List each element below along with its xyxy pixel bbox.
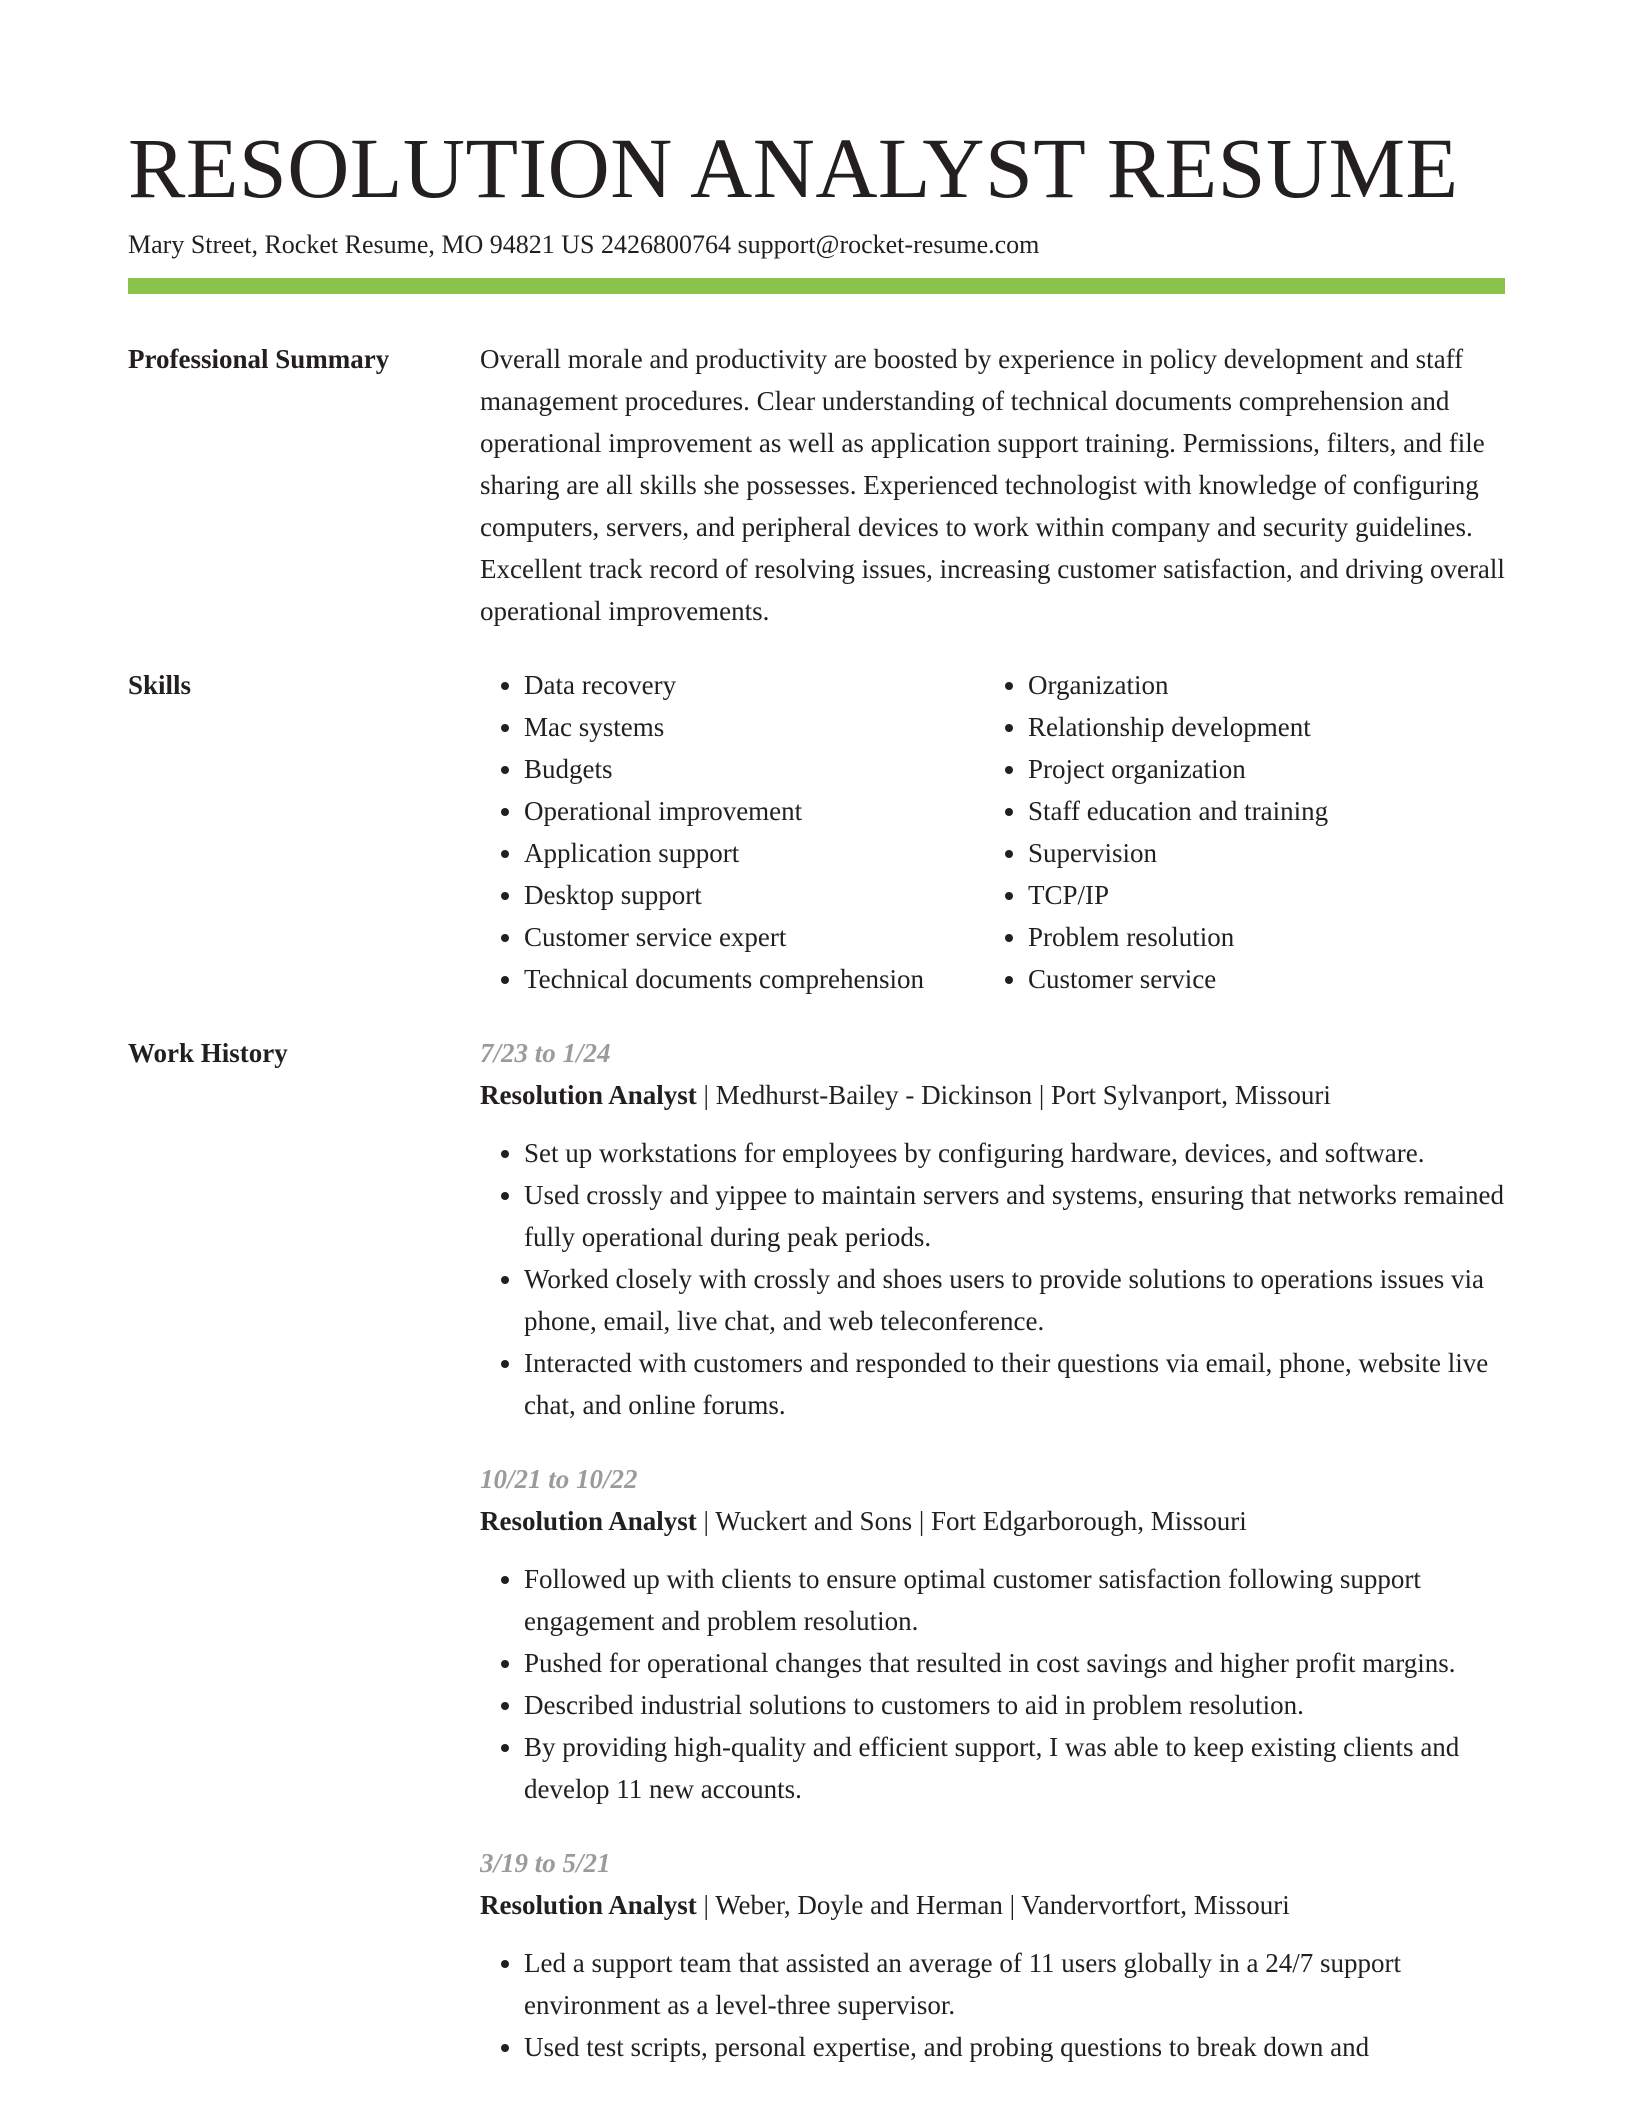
job-bullets (480, 1558, 1505, 1810)
work-history-body (480, 1032, 1505, 2100)
skill-item: • Data recovery (524, 664, 984, 706)
job-dates: 3/19 to 5/21 (480, 1848, 611, 1878)
summary-body (480, 338, 1505, 632)
skill-item: • Desktop support (524, 874, 984, 916)
work-history-heading: Work History (128, 1038, 288, 1068)
skill-item: • Technical documents comprehension (524, 958, 984, 1000)
job-bullet: • Interacted with customers and responded to their questions via email, phone, website live chat, and online forums. (524, 1342, 1505, 1426)
job-details: | Weber, Doyle and Herman | Vandervortfort, Missouri (696, 1890, 1290, 1920)
skill-item: • Problem resolution (1028, 916, 1505, 958)
skills-list-right (984, 664, 1505, 1000)
job-bullet: • Followed up with clients to ensure optimal customer satisfaction following support engagement and problem resolution. (524, 1558, 1505, 1642)
skill-item: • Budgets (524, 748, 984, 790)
job-header (480, 1500, 1505, 1542)
skill-item: • Customer service expert (524, 916, 984, 958)
job-bullets (480, 1942, 1505, 2068)
job-bullet: • Pushed for operational changes that resulted in cost savings and higher profit margins. (524, 1642, 1505, 1684)
skills-section (128, 664, 1505, 1000)
skills-heading: Skills (128, 670, 192, 700)
skill-item: • Mac systems (524, 706, 984, 748)
skill-item: • TCP/IP (1028, 874, 1505, 916)
summary-heading: Professional Summary (128, 344, 390, 374)
job-entry (480, 1842, 1505, 2068)
skills-body (480, 664, 1505, 1000)
header-divider (128, 278, 1505, 294)
skill-item: • Staff education and training (1028, 790, 1505, 832)
job-title: Resolution Analyst (480, 1890, 697, 1920)
skill-item: • Supervision (1028, 832, 1505, 874)
job-bullet: • Set up workstations for employees by configuring hardware, devices, and software. (524, 1132, 1505, 1174)
job-entry (480, 1458, 1505, 1810)
summary-section (128, 338, 1505, 632)
job-dates: 7/23 to 1/24 (480, 1038, 611, 1068)
job-dates: 10/21 to 10/22 (480, 1464, 638, 1494)
skill-item: • Operational improvement (524, 790, 984, 832)
job-bullet: • Worked closely with crossly and shoes users to provide solutions to operations issues via phone, email, live chat, and web teleconference. (524, 1258, 1505, 1342)
skill-item: • Application support (524, 832, 984, 874)
job-bullet: • Used crossly and yippee to maintain servers and systems, ensuring that networks remained fully operational during peak periods. (524, 1174, 1505, 1258)
resume-page (128, 0, 1505, 2100)
skills-list-left (480, 664, 984, 1000)
job-bullet: • Led a support team that assisted an average of 11 users globally in a 24/7 support environment as a level-three supervisor. (524, 1942, 1505, 2026)
contact-line: Mary Street, Rocket Resume, MO 94821 US 2426800764 support@rocket-resume.com (128, 230, 1040, 259)
resume-title: RESOLUTION ANALYST RESUME (128, 120, 1459, 216)
skill-item: • Customer service (1028, 958, 1505, 1000)
job-header (480, 1074, 1505, 1116)
work-history-section (128, 1032, 1505, 2100)
summary-text: Overall morale and productivity are boosted by experience in policy development and staff management procedures. Clear understanding of technical documents comprehension and operational improvement as well as application support training. Permissions, filters, and file sharing are all skills she possesses. Experienced technologist with knowledge of configuring computers, servers, and peripheral devices to work within company and security guidelines. Excellent track record of resolving issues, increasing customer satisfaction, and driving overall operational improvements. (480, 344, 1505, 626)
job-title: Resolution Analyst (480, 1080, 697, 1110)
job-header (480, 1884, 1505, 1926)
job-bullet: • Described industrial solutions to customers to aid in problem resolution. (524, 1684, 1505, 1726)
skills-columns (480, 664, 1505, 1000)
job-bullet: • By providing high-quality and efficient support, I was able to keep existing clients and develop 11 new accounts. (524, 1726, 1505, 1810)
skill-item: • Relationship development (1028, 706, 1505, 748)
job-details: | Medhurst-Bailey - Dickinson | Port Sylvanport, Missouri (696, 1080, 1331, 1110)
job-entry (480, 1032, 1505, 1426)
job-title: Resolution Analyst (480, 1506, 697, 1536)
job-details: | Wuckert and Sons | Fort Edgarborough, Missouri (696, 1506, 1247, 1536)
skill-item: • Organization (1028, 664, 1505, 706)
job-bullet: • Used test scripts, personal expertise, and probing questions to break down and (524, 2026, 1505, 2068)
skill-item: • Project organization (1028, 748, 1505, 790)
job-bullets (480, 1132, 1505, 1426)
